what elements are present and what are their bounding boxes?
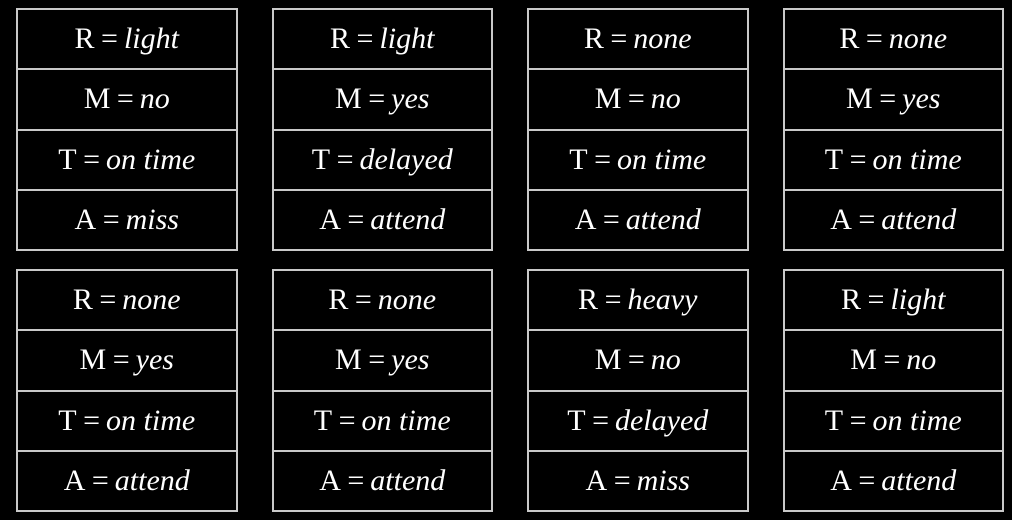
attribute-row bbox=[18, 191, 236, 249]
equals-sign: = bbox=[112, 343, 130, 377]
attribute-value: attend bbox=[114, 463, 190, 497]
equals-sign: = bbox=[91, 463, 109, 497]
attribute-key: T bbox=[313, 403, 333, 437]
equals-sign: = bbox=[879, 82, 897, 116]
instance-card bbox=[16, 8, 238, 251]
equals-sign: = bbox=[592, 403, 609, 437]
attribute-value: on time bbox=[872, 142, 962, 176]
instance-card bbox=[272, 8, 494, 251]
attribute-row bbox=[274, 70, 492, 130]
attribute-value: none bbox=[888, 22, 948, 56]
attribute-key: M bbox=[335, 343, 363, 377]
attribute-key: T bbox=[58, 142, 78, 176]
attribute-key: T bbox=[58, 403, 78, 437]
attribute-row bbox=[785, 452, 1003, 510]
attribute-key: R bbox=[583, 22, 605, 56]
attribute-value: on time bbox=[617, 142, 707, 176]
attribute-row bbox=[18, 70, 236, 130]
attribute-key: R bbox=[72, 283, 94, 317]
attribute-key: R bbox=[330, 22, 351, 56]
attribute-row bbox=[529, 271, 747, 331]
attribute-row bbox=[785, 331, 1003, 391]
attribute-row bbox=[18, 452, 236, 510]
attribute-row bbox=[785, 70, 1003, 130]
attribute-row bbox=[274, 452, 492, 510]
instance-card bbox=[783, 8, 1005, 251]
attribute-value: none bbox=[377, 283, 437, 317]
attribute-value: light bbox=[379, 22, 435, 56]
attribute-key: A bbox=[319, 202, 342, 236]
attribute-value: light bbox=[890, 283, 946, 317]
attribute-row bbox=[529, 331, 747, 391]
attribute-value: on time bbox=[872, 403, 962, 437]
equals-sign: = bbox=[602, 202, 620, 236]
equals-sign: = bbox=[338, 403, 356, 437]
equals-sign: = bbox=[883, 343, 901, 377]
attribute-row bbox=[274, 10, 492, 70]
attribute-value: on time bbox=[106, 403, 196, 437]
attribute-row bbox=[18, 331, 236, 391]
equals-sign: = bbox=[865, 22, 883, 56]
attribute-row bbox=[18, 10, 236, 70]
attribute-value: yes bbox=[902, 82, 941, 116]
attribute-key: A bbox=[63, 463, 86, 497]
equals-sign: = bbox=[336, 142, 354, 176]
attribute-value: on time bbox=[361, 403, 451, 437]
equals-sign: = bbox=[83, 142, 101, 176]
equals-sign: = bbox=[99, 283, 117, 317]
attribute-value: none bbox=[633, 22, 692, 56]
equals-sign: = bbox=[101, 22, 118, 56]
attribute-key: A bbox=[830, 202, 853, 236]
equals-sign: = bbox=[594, 142, 612, 176]
equals-sign: = bbox=[858, 463, 876, 497]
attribute-value: attend bbox=[370, 463, 446, 497]
attribute-row bbox=[274, 191, 492, 249]
instance-card bbox=[16, 269, 238, 512]
attribute-key: R bbox=[578, 283, 599, 317]
attribute-value: no bbox=[650, 82, 681, 116]
equals-sign: = bbox=[102, 202, 120, 236]
equals-sign: = bbox=[368, 82, 386, 116]
attribute-key: M bbox=[846, 82, 874, 116]
attribute-value: delayed bbox=[614, 403, 709, 437]
attribute-row bbox=[274, 392, 492, 452]
equals-sign: = bbox=[116, 82, 134, 116]
instance-card bbox=[527, 8, 749, 251]
attribute-key: M bbox=[850, 343, 878, 377]
equals-sign: = bbox=[627, 343, 645, 377]
attribute-key: M bbox=[594, 343, 622, 377]
attribute-row bbox=[529, 452, 747, 510]
attribute-key: R bbox=[74, 22, 96, 56]
equals-sign: = bbox=[347, 202, 365, 236]
attribute-row bbox=[529, 191, 747, 249]
attribute-key: M bbox=[79, 343, 107, 377]
attribute-row bbox=[785, 131, 1003, 191]
equals-sign: = bbox=[354, 283, 372, 317]
attribute-key: M bbox=[594, 82, 622, 116]
instance-card bbox=[527, 269, 749, 512]
equals-sign: = bbox=[858, 202, 876, 236]
attribute-row bbox=[785, 392, 1003, 452]
equals-sign: = bbox=[613, 463, 631, 497]
attribute-key: A bbox=[574, 202, 597, 236]
attribute-key: M bbox=[335, 82, 363, 116]
attribute-value: yes bbox=[391, 343, 430, 377]
attribute-value: attend bbox=[881, 463, 957, 497]
instance-card bbox=[783, 269, 1005, 512]
attribute-row bbox=[274, 131, 492, 191]
attribute-row bbox=[529, 392, 747, 452]
attribute-key: T bbox=[311, 142, 331, 176]
attribute-row bbox=[785, 191, 1003, 249]
attribute-row bbox=[529, 70, 747, 130]
equals-sign: = bbox=[849, 142, 867, 176]
attribute-value: no bbox=[139, 82, 170, 116]
attribute-key: R bbox=[839, 22, 860, 56]
attribute-key: A bbox=[585, 463, 608, 497]
attribute-value: light bbox=[123, 22, 179, 56]
attribute-row bbox=[18, 271, 236, 331]
attribute-row bbox=[785, 10, 1003, 70]
attribute-value: no bbox=[906, 343, 937, 377]
attribute-row bbox=[785, 271, 1003, 331]
equals-sign: = bbox=[368, 343, 386, 377]
attribute-row bbox=[274, 271, 492, 331]
equals-sign: = bbox=[347, 463, 365, 497]
equals-sign: = bbox=[867, 283, 885, 317]
attribute-key: A bbox=[830, 463, 853, 497]
attribute-key: T bbox=[567, 403, 587, 437]
equals-sign: = bbox=[83, 403, 101, 437]
equals-sign: = bbox=[849, 403, 867, 437]
equals-sign: = bbox=[610, 22, 628, 56]
attribute-key: T bbox=[569, 142, 589, 176]
attribute-key: R bbox=[841, 283, 862, 317]
attribute-key: A bbox=[319, 463, 342, 497]
attribute-value: delayed bbox=[359, 142, 453, 176]
equals-sign: = bbox=[356, 22, 374, 56]
attribute-value: yes bbox=[391, 82, 430, 116]
attribute-value: miss bbox=[636, 463, 690, 497]
attribute-value: attend bbox=[370, 202, 446, 236]
equals-sign: = bbox=[627, 82, 645, 116]
attribute-key: T bbox=[824, 403, 844, 437]
attribute-row bbox=[18, 131, 236, 191]
attribute-key: R bbox=[328, 283, 349, 317]
attribute-value: yes bbox=[135, 343, 174, 377]
attribute-value: miss bbox=[125, 202, 179, 236]
attribute-key: M bbox=[83, 82, 111, 116]
equals-sign: = bbox=[604, 283, 622, 317]
attribute-key: T bbox=[824, 142, 844, 176]
attribute-value: heavy bbox=[627, 283, 698, 317]
attribute-row bbox=[18, 392, 236, 452]
attribute-row bbox=[274, 331, 492, 391]
attribute-value: none bbox=[122, 283, 181, 317]
attribute-value: attend bbox=[625, 202, 701, 236]
attribute-row bbox=[529, 131, 747, 191]
attribute-value: no bbox=[650, 343, 681, 377]
attribute-value: attend bbox=[881, 202, 957, 236]
attribute-value: on time bbox=[106, 142, 196, 176]
attribute-key: A bbox=[74, 202, 97, 236]
instance-card bbox=[272, 269, 494, 512]
attribute-row bbox=[529, 10, 747, 70]
